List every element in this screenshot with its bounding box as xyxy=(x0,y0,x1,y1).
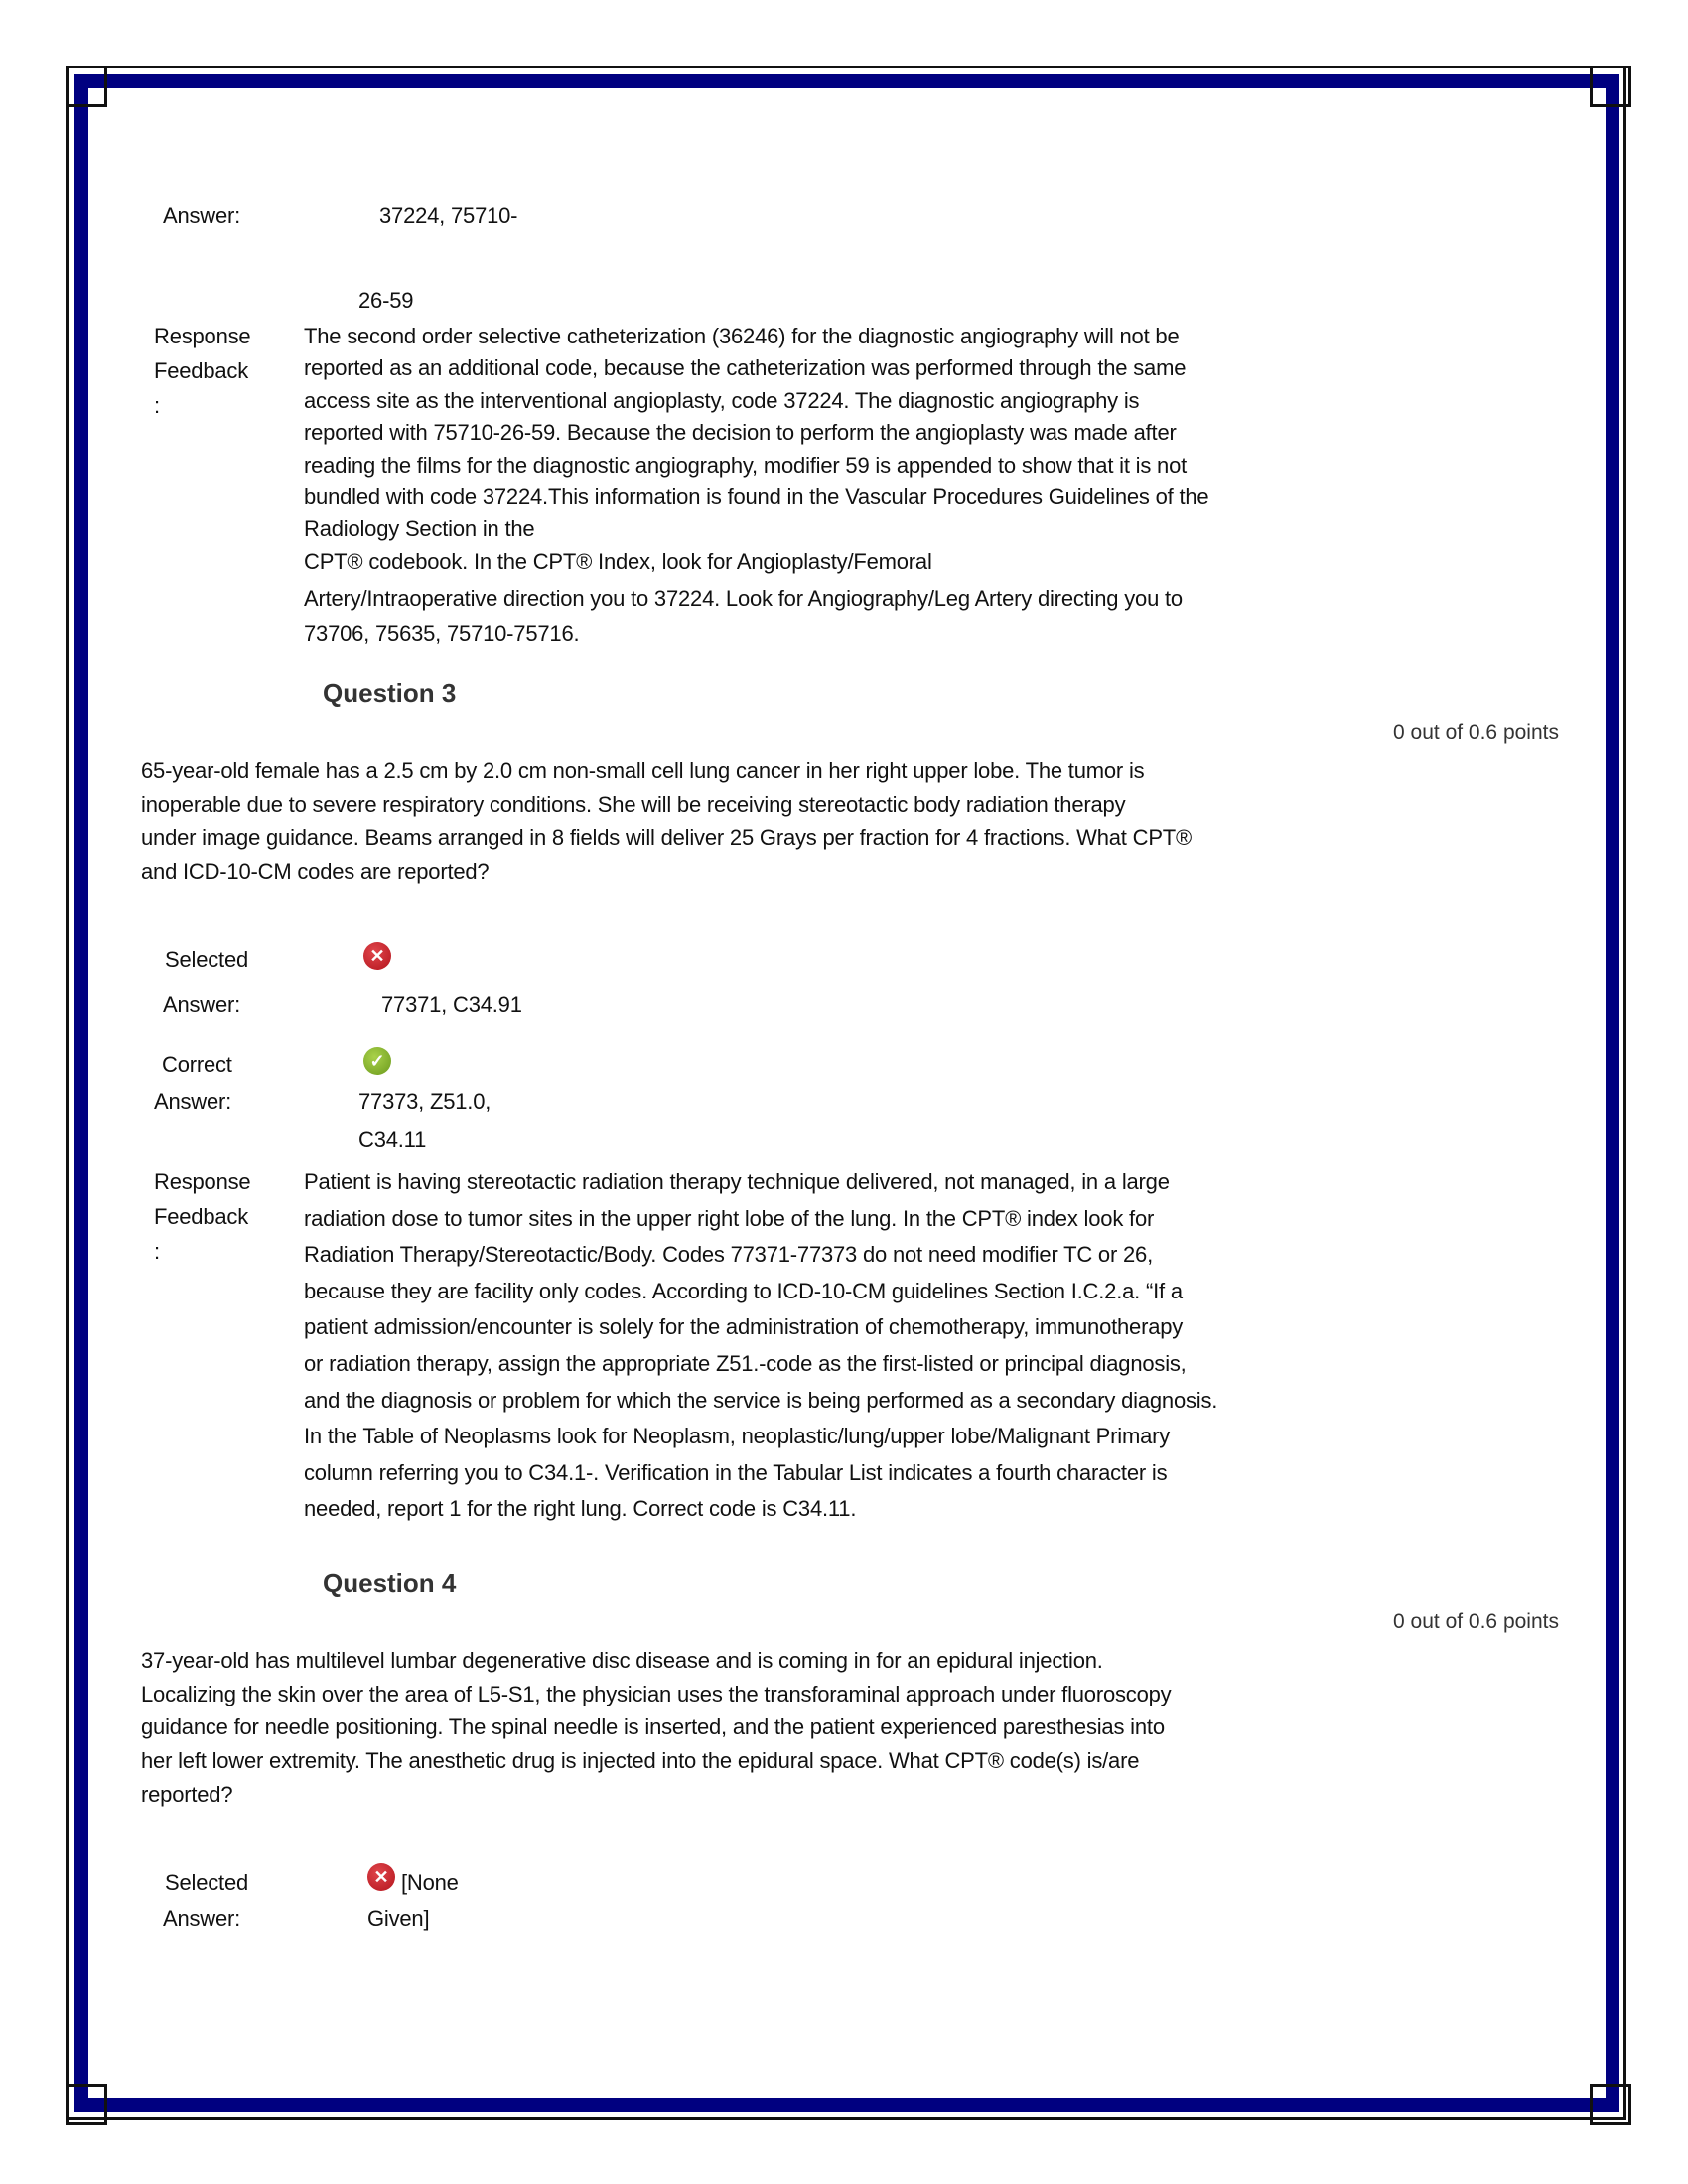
feedback-line: bundled with code 37224.This information is found in the Vascular Procedures Guidelines of the xyxy=(304,484,1209,509)
answer-value-cont: 26-59 xyxy=(358,288,414,313)
correct-label: Answer: xyxy=(154,1089,232,1114)
corner-ornament xyxy=(1590,66,1631,107)
feedback-label-line: Feedback xyxy=(154,358,249,383)
correct-answer-value: 77373, Z51.0, xyxy=(358,1089,492,1114)
selected-label: Answer: xyxy=(163,1906,241,1931)
feedback-line: or radiation therapy, assign the appropriate Z51.-code as the first-listed or principal diagnosis, xyxy=(304,1351,1187,1376)
feedback-line: because they are facility only codes. According to ICD-10-CM guidelines Section I.C.2.a. “If a xyxy=(304,1279,1183,1303)
feedback-line: The second order selective catheterization (36246) for the diagnostic angiography will not be xyxy=(304,324,1180,348)
question-line: Localizing the skin over the area of L5-S1, the physician uses the transforaminal approach under fluoroscopy xyxy=(141,1682,1172,1706)
question-line: inoperable due to severe respiratory conditions. She will be receiving stereotactic body radiation therapy xyxy=(141,792,1126,817)
feedback-label-line: Feedback xyxy=(154,1204,249,1229)
selected-answer-value: 77371, C34.91 xyxy=(381,992,522,1017)
corner-ornament xyxy=(1590,2084,1631,2125)
feedback-line: needed, report 1 for the right lung. Correct code is C34.11. xyxy=(304,1496,857,1521)
question-4-points: 0 out of 0.6 points xyxy=(1393,1610,1559,1633)
question-3-points: 0 out of 0.6 points xyxy=(1393,721,1559,744)
corner-ornament xyxy=(66,66,107,107)
selected-answer-value: Given] xyxy=(367,1906,430,1931)
feedback-line: Artery/Intraoperative direction you to 37224. Look for Angiography/Leg Artery directing you to xyxy=(304,586,1183,611)
feedback-line: Radiology Section in the xyxy=(304,516,535,541)
feedback-line: and the diagnosis or problem for which the service is being performed as a secondary diagnosis. xyxy=(304,1388,1218,1413)
selected-label: Selected xyxy=(165,1870,249,1895)
feedback-line: 73706, 75635, 75710-75716. xyxy=(304,621,580,646)
question-line: guidance for needle positioning. The spinal needle is inserted, and the patient experienced paresthesias into xyxy=(141,1714,1165,1739)
correct-label: Correct xyxy=(162,1052,232,1077)
feedback-line: column referring you to C34.1-. Verification in the Tabular List indicates a fourth character is xyxy=(304,1460,1168,1485)
question-line: her left lower extremity. The anesthetic drug is injected into the epidural space. What CPT® code(s) is/are xyxy=(141,1748,1140,1773)
correct-answer-value: C34.11 xyxy=(358,1127,427,1152)
question-3-title: Question 3 xyxy=(323,678,457,708)
question-line: under image guidance. Beams arranged in 8 fields will deliver 25 Grays per fraction for 4 fractions. What CPT® xyxy=(141,825,1193,850)
question-line: and ICD-10-CM codes are reported? xyxy=(141,859,490,884)
feedback-label-line: : xyxy=(154,393,160,418)
incorrect-icon: ✕ xyxy=(367,1863,395,1891)
feedback-line: reported with 75710-26-59. Because the decision to perform the angioplasty was made after xyxy=(304,420,1177,445)
feedback-line: Patient is having stereotactic radiation therapy technique delivered, not managed, in a large xyxy=(304,1169,1170,1194)
question-4-title: Question 4 xyxy=(323,1569,457,1598)
selected-answer-value: [None xyxy=(401,1870,459,1895)
feedback-line: reading the films for the diagnostic angiography, modifier 59 is appended to show that it is not xyxy=(304,453,1188,478)
feedback-line: radiation dose to tumor sites in the upper right lobe of the lung. In the CPT® index look for xyxy=(304,1206,1155,1231)
correct-icon: ✓ xyxy=(363,1047,391,1075)
feedback-line: patient admission/encounter is solely for the administration of chemotherapy, immunotherapy xyxy=(304,1314,1184,1339)
feedback-line: In the Table of Neoplasms look for Neoplasm, neoplastic/lung/upper lobe/Malignant Primary xyxy=(304,1424,1171,1448)
incorrect-icon: ✕ xyxy=(363,942,391,970)
answer-value: 37224, 75710- xyxy=(379,204,518,228)
feedback-line: Radiation Therapy/Stereotactic/Body. Codes 77371-77373 do not need modifier TC or 26, xyxy=(304,1242,1153,1267)
question-line: 65-year-old female has a 2.5 cm by 2.0 cm non-small cell lung cancer in her right upper lobe. The tumor is xyxy=(141,758,1145,783)
corner-ornament xyxy=(66,2084,107,2125)
feedback-label-line: Response xyxy=(154,324,251,348)
selected-label: Answer: xyxy=(163,992,241,1017)
feedback-line: CPT® codebook. In the CPT® Index, look for Angioplasty/Femoral xyxy=(304,549,932,574)
feedback-line: access site as the interventional angioplasty, code 37224. The diagnostic angiography is xyxy=(304,388,1140,413)
question-line: 37-year-old has multilevel lumbar degenerative disc disease and is coming in for an epidural injection. xyxy=(141,1648,1103,1673)
selected-label: Selected xyxy=(165,947,249,972)
answer-label: Answer: xyxy=(163,204,241,228)
feedback-line: reported as an additional code, because the catheterization was performed through the same xyxy=(304,355,1187,380)
feedback-label-line: Response xyxy=(154,1169,251,1194)
question-line: reported? xyxy=(141,1782,233,1807)
feedback-label-line: : xyxy=(154,1239,160,1264)
